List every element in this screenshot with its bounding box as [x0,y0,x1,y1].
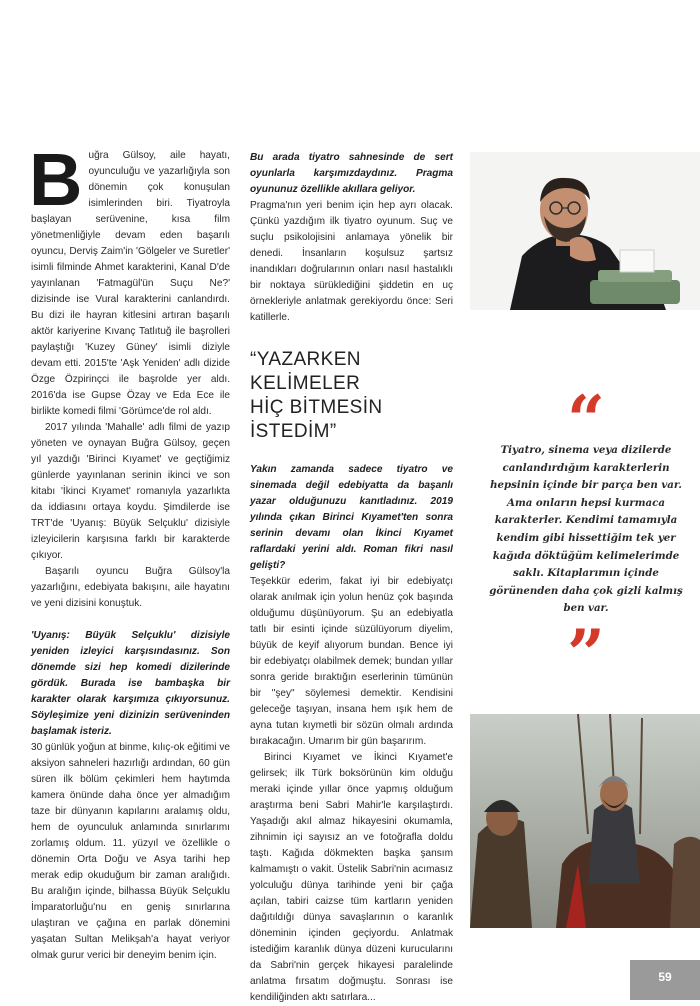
interview-answer: Pragma'nın yeri benim için hep ayrı olacak. Çünkü yazdığım ilk tiyatro oyunum. Suç ve suçlu psikolojisini anlamaya yönelik bir denedi. İnsanların koşulsuz şartsız inandıkları doğrularının onları nasıl hastalıklı bir noktaya sürüklediğini şiddetin en uç örnekleriyle anlatmak gerekiyordu önce: Seri katillerle. [250,200,453,323]
intro-paragraph [29,138,230,420]
interview-question: Yakın zamanda sadece tiyatro ve sinemada değil edebiyatta da başanlı yazar olduğunuzu kanıtladınız. 2019 yılında çıkan Birinci Kıyamet'ten sonra serinin devamı olan İkinci Kıyamet raflardaki yerini aldı. Roman fikri nasıl gelişti? [250,464,453,571]
scene-illustration [470,714,700,928]
interview-question: Bu arada tiyatro sahnesinde de sert oyunlarla karşımızdaydınız. Pragma oyununuz özellikle akıllara geliyor. [250,152,453,195]
interview-answer: Birinci Kıyamet ve İkinci Kıyamet'e gelirsek; ilk Türk boksörünün kim olduğu meraki içinde yıllar önce yapmış olduğum araştırma beni Sabri Mahir'le karşılaştırdı. Yaşadığı akıl almaz hikayesini okumamla, zihnimin içi sayısız an ve fotoğrafla doldu taştı. Kağıda dökmekten başka şansım kalmamıştı o vakit. Üstelik Sabri'nin acımasız yolculuğu dünya tarihinde yeni bir çağa açılan, tabiri caizse tüm kartların yeniden dağıtıldığı dünya savaşlarının o karanlık döneminin içinden geçiyordu. Anlatmak istediğim karanlık dünya düzeni kurucularını da Sabri'nin gerçek hikayesi paralelinde anlatma fırsatım doğmuştu. Sonrası ise kendiliğinden aktı satırlara... [250,752,453,1003]
body-paragraph: Başarılı oyuncu Buğra Gülsoy'la yazarlığını, edebiyata bakışını, aile hayatını ve yeni dizisini konuştuk. [31,566,230,609]
section-headline [250,348,453,444]
close-quote-icon: ” [567,614,605,693]
headline-line-2: HİÇ BİTMESİN İSTEDİM” [250,397,383,442]
portrait-photo [470,152,700,310]
pull-quote-text: Tiyatro, sinema veya dizilerde canlandırdığım karakterlerin hepsinin içinde bir parça ben var. Ama onların hepsi kurmaca karakterler. Kendimi tamamıyla kendim gibi hissettiğim tek yer kağıda döktüğüm kelimelerimde saklı. Kitaplarımın içinde görünenden daha çok gizli kalmış ben var. [489,444,683,615]
scene-photo [470,714,700,928]
interview-question: 'Uyanış: Büyük Selçuklu' dizisiyle yeniden izleyici karşısındasınız. Son dönemde sizi hep komedi dizilerinde gördük. Burada ise bambaşka bir karakter olarak karşımıza çıkıyorsunuz. Söyleşimize yeni dizinizin serüveninden başlamak isteriz. [31,630,230,737]
headline-line-1: “YAZARKEN KELİMELER [250,349,361,394]
interview-answer: 30 günlük yoğun at binme, kılıç-ok eğitimi ve aksiyon sahneleri hazırlığı ardından, 60 gün süren ilk bölüm çekimleri hem haytımda kamera önünde daha önce yer almadığım taze bir dünyanın kapılarını aralamış oldu, hem de oyunculuk anlamında sınırlarımı zorlamış oldum. 11. yüzyıl ve özellikle o dönemin Orta Doğu ve Asya tarihi hep merak edip okuduğum bir zaman aralığıdı. Bu aralığın içinde, bilhassa Büyük Selçuklu İmparatorluğu'nu en geniş sınırlarına ulaştıran ve çağına en parlak dönemini yaşatan Sultan Melikşah'a hayat veriyor olmak gurur verici bir deneyim benim için. [31,742,230,961]
drop-cap: B [29,138,83,221]
portrait-illustration [470,152,700,310]
interview-answer: Teşekkür ederim, fakat iyi bir edebiyatçı olarak anılmak için yolun henüz çok başında olduğumu düşünüyorum. Şu an edebiyatla tatlı bir esinti içinde süzülüyorum diyelim, büyük de keyif alıyorum bundan. Bence iyi bir edebiyatçı olabilmek demek; bundan yıllar sonra geride bıraktığın eserlerinin tümünün bir "şey" söylemesi demektir. Kendisini geleceğe taşıyan, insana hem ışık hem de ayna tutan kıymetli bir sözün olmalı ardında bırakacağın. Umarım bir gün başarırım. [250,576,453,747]
pull-quote [487,381,685,693]
intro-text: uğra Gülsoy, aile hayatı, oyunculuğu ve yazarlığıyla son dönemin çok konuşulan isimlerinden biri. Tiyatroyla başlayan serüvenine, kısa film yönetmenliğiyle devam eden başarılı oyuncu, Derviş Zaim'in 'Gölgeler ve Suretler' isimli filminde Ahmet karakterini, Kanal D'de yayınlanan 'Fatmagül'ün Suçu Ne?' dizisinde ise Vural karakterini canlandırdı. Bu dizi ile hayran kitlesini artıran başarılı aktör kariyerine Kıvanç Tatlıtuğ ile başrolleri paylaştığı 'Kuzey Güney' isimli diziyle devam etti. 2015'te 'Aşk Yeniden' adlı dizide Özge Özpirinçci ile başrolde yer aldı. 2016'da ise Gupse Özay ve Eda Ece ile birlikte komedi filmi 'Görümce'de rol aldı. [31,150,230,417]
article-column-2 [250,150,453,1006]
open-quote-icon: “ [567,381,605,459]
body-paragraph: 2017 yılında 'Mahalle' adlı filmi de yazıp yöneten ve oynayan Buğra Gülsoy, geçen yıl yazdığı 'Birinci Kıyamet' ve geçtiğimiz günlerde yayınlanan serinin ikinci ve son kitabı 'İkinci Kıyamet' romanıyla yazarlıkta da iddiasını ortaya koydu. Şimdilerde ise TRT'de 'Uyanış: Büyük Selçuklu' dizisiyle izleyicilerin karşısına farklı bir karakterde çıkıyor. [31,422,230,561]
article-column-1 [29,138,230,964]
page-number: 59 [630,960,700,1000]
